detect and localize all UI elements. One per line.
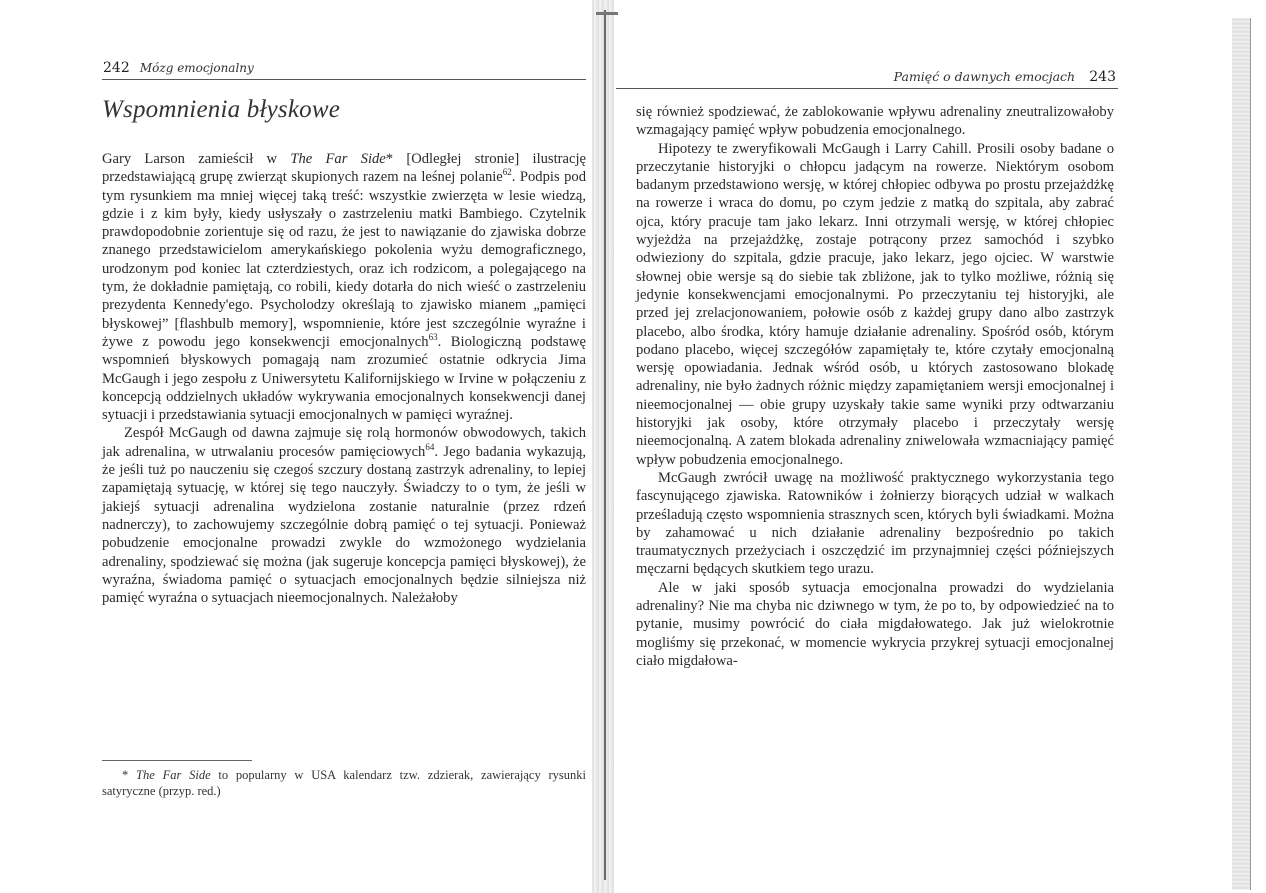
right-running-head xyxy=(894,69,1116,85)
page-edge-strip xyxy=(1232,18,1250,890)
left-paragraph-1: Gary Larson zamieścił w The Far Side* [Odległej stronie] ilustrację przedstawiającą grupę zwierząt skupionych razem na leśnej polanie$^{62}$. Podpis pod tym rysunkiem ma mniej więcej taką treść: wszystkie zwierzęta w lesie wiedzą, gdzie i z kim były, kiedy usłyszały o zastrzeleniu matki Bambiego. Czytelnik prawdopodobnie zorientuje się od razu, że jest to nawiązanie do zjawiska dobrze znanego przedstawicielom amerykańskiego pokolenia wyżu demograficznego, urodzonym pod koniec lat czterdziestych, oraz ich rodzicom, a polegającego na tym, że dokładnie pamiętają, co robili, kiedy dotarła do nich wieść o zastrzeleniu prezydenta Kennedy'ego. Psycholodzy określają to zjawisko mianem „pamięci błyskowej” [flashbulb memory], wspomnienie, które jest szczególnie wyraźne i żywe z powodu jego konsekwencji emocjonalnych$^{63}$. Biologiczną podstawę wspomnień błyskowych pomagają nam zrozumieć ostatnie odkrycia Jima McGaugh i jego zespołu z Uniwersytetu Kalifornijskiego w Irvine w połączeniu z koncepcją oddzielnych układów wykrywania emocjonalnych konsekwencji danej sytuacji i przedstawiania sytuacji emocjonalnych w pamięci wyraźnej. xyxy=(102,151,587,424)
left-paragraph-2: Zespół McGaugh od dawna zajmuje się rolą hormonów obwodowych, takich jak adrenalina, w utrwalaniu procesów pamięciowych$^{64}$. Jego badania wykazują, że jeśli tuż po nauczeniu się czegoś szczury dostaną zastrzyk adrenaliny, to lepiej zapamiętają sytuację, w której się tego nauczyły. Świadczy to o tym, że jeśli w jakiejś sytuacji adrenalina wydzielona zostanie naturalnie (przez rdzeń nadnerczy), to zachowujemy szczególnie dobrą pamięć o tej sytuacji. Ponieważ pobudzenie emocjonalne prowadzi zwykle do wzmożonego wydzielania adrenaliny, spodziewać się można (jak sugeruje koncepcja pamięci błyskowej), że wyraźna, świadoma pamięć o sytuacjach emocjonalnych będzie silniejsza niż pamięć wyraźna o sytuacjach nieemocjonalnych. Należałoby xyxy=(102,425,586,607)
left-page-number: 242 xyxy=(103,60,130,76)
left-header-rule xyxy=(102,79,586,80)
right-page-number: 243 xyxy=(1089,69,1116,85)
right-running-title: Pamięć o dawnych emocjach xyxy=(893,69,1076,84)
footnote-rule xyxy=(102,760,252,761)
page-edge-line xyxy=(1250,18,1251,890)
right-paragraph-2: Hipotezy te zweryfikowali McGaugh i Larry Cahill. Prosili osoby badane o przeczytanie historyjki o chłopcu jadącym na rowerze. Niektórym osobom badanym przedstawiono wersję, w której chłopiec odbywa po prostu przejażdżkę na rowerze i wraca do domu, po czym jedzie z matką do szpitala, aby zabrać ojca, który pracuje tam jako lekarz. Inni otrzymali wersję, w której chłopiec wyjeżdża na przejażdżkę, zostaje potrącony przez samochód i szybko odwieziony do szpitala, gdzie pracuje, jako lekarz, jego ojciec. W warstwie słownej obie wersje są do siebie tak zbliżone, jak to tylko możliwe, różnią się jedynie konsekwencjami emocjonalnymi. Po przeczytaniu tej historyjki, ale przed jej zrelacjonowaniem, połowie osób z każdej grupy dano albo zastrzyk placebo, albo środka, który hamuje działanie adrenaliny. Spośród osób, którym podano placebo, więcej szczegółów zapamiętały te, które czytały emocjonalną wersję opowiadania. Jednak wśród osób, u których zastosowano blokadę adrenaliny, nie było żadnych różnic między zapamiętaniem wersji emocjonalnej i nieemocjonalnej — obie grupy uzyskały takie same wyniki przy odtwarzaniu historyjki jak osoby, które otrzymały placebo i przeczytały wersję nieemocjonalną. A zatem blokada adrenaliny zniwelowała wzmacniający pamięć wpływ pobudzenia emocjonalnego. xyxy=(636,140,1114,468)
right-paragraph-3: McGaugh zwrócił uwagę na możliwość praktycznego wykorzystania tego fascynującego zjawiska. Ratowników i żołnierzy biorących udział w walkach prześladują często wspomnienia strasznych scen, których byli świadkami. Można by zahamować u nich działanie adrenaliny bezpośrednio po takich traumatycznych przeżyciach i oszczędzić im przynajmniej części późniejszych męczarni będących skutkiem tego urazu. xyxy=(636,469,1114,578)
left-page xyxy=(0,0,600,893)
chapter-title: Wspomnienia błyskowe xyxy=(102,96,340,123)
right-header-rule xyxy=(616,88,1118,89)
left-running-title: Mózg emocjonalny xyxy=(139,61,254,75)
gutter-fold-line xyxy=(604,10,606,880)
footnote: * The Far Side to popularny w USA kalendarz tzw. zdzierak, zawierający rysunki satyryczne (przyp. red.) xyxy=(102,768,586,798)
right-paragraph-1: się również spodziewać, że zablokowanie wpływu adrenaliny zneutralizowałoby wzmagający pamięć wpływ pobudzenia emocjonalnego. xyxy=(636,104,1114,139)
right-paragraph-4: Ale w jaki sposób sytuacja emocjonalna prowadzi do wydzielania adrenaliny? Nie ma chyba nic dziwnego w tym, że po to, by odpowiedzieć na to pytanie, musimy powrócić do ciała migdałowatego. Jak już wielokrotnie mogliśmy się przekonać, w momencie wykrycia przykrej sytuacji emocjonalnej ciało migdałowa- xyxy=(636,579,1114,669)
right-body-text xyxy=(636,103,1114,670)
left-running-head xyxy=(103,60,254,76)
left-body-text xyxy=(102,150,586,607)
